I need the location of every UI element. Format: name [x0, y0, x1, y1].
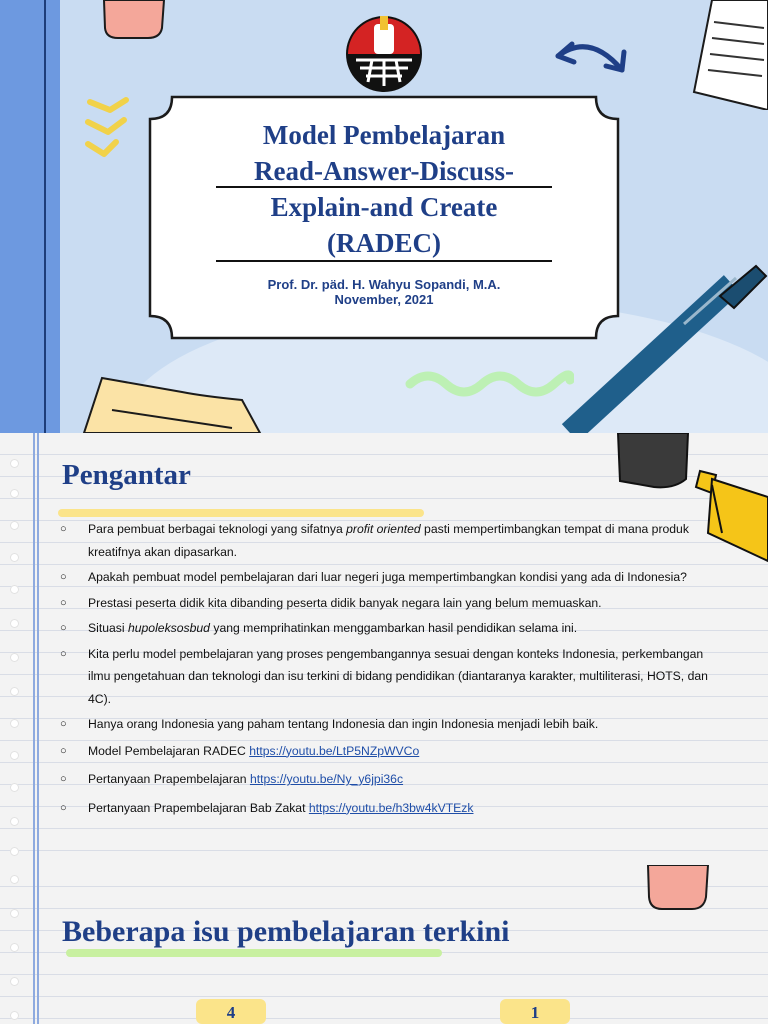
margin-line: [33, 865, 35, 1024]
binder-hole: [10, 847, 19, 856]
heading-highlight: [66, 949, 442, 957]
binder-hole: [10, 783, 19, 792]
title-divider-top: [216, 186, 552, 188]
title-card: [148, 95, 620, 340]
list-item: ○ Model Pembelajaran RADEC https://youtu.be/LtP5NZpWVCo: [60, 740, 710, 763]
video-link[interactable]: https://youtu.be/LtP5NZpWVCo: [249, 743, 420, 758]
binder-hole: [10, 521, 19, 530]
video-link[interactable]: https://youtu.be/h3bw4kVTEzk: [308, 800, 474, 815]
binder-hole: [10, 751, 19, 760]
list-item: ○ Hanya orang Indonesia yang paham tentang Indonesia dan ingin Indonesia menjadi lebih baik.: [60, 713, 710, 736]
list-item: ○ Pertanyaan Prapembelajaran https://youtu.be/Ny_y6jpi36c: [60, 768, 710, 791]
slide-heading: Beberapa isu pembelajaran terkini: [62, 915, 510, 948]
binder-hole: [10, 619, 19, 628]
isu-pembelajaran-slide: [0, 865, 768, 1024]
pen-icon: [560, 262, 768, 433]
binder-hole: [10, 943, 19, 952]
heading-highlight: [58, 509, 424, 517]
margin-line: [37, 865, 39, 1024]
title-line-4: (RADEC): [327, 228, 441, 258]
pengantar-slide: [0, 433, 768, 865]
list-item: ○ Apakah pembuat model pembelajaran dari luar negeri juga mempertimbangkan kondisi yang ada di Indonesia?: [60, 566, 710, 589]
list-item: ○ Prestasi peserta didik kita dibanding peserta didik banyak negara lain yang belum memuaskan.: [60, 592, 710, 615]
binder-hole: [10, 489, 19, 498]
title-line-2: Read-Answer-Discuss-: [254, 156, 514, 186]
title-slide: [0, 0, 768, 433]
list-item: ○ Pertanyaan Prapembelajaran Bab Zakat https://youtu.be/h3bw4kVTEzk: [60, 797, 710, 820]
notebook-binding-band: [0, 0, 60, 433]
binder-hole: [10, 875, 19, 884]
binder-hole: [10, 687, 19, 696]
curved-arrow-icon: [550, 36, 634, 86]
title-line-1: Model Pembelajaran: [262, 120, 506, 150]
margin-line: [33, 433, 35, 865]
list-item: ○ Kita perlu model pembelajaran yang proses pengembangannya sesuai dengan konteks Indonesia, perkembangan ilmu pengetahuan dan teknologi dan isu terkini di bidang pendidikan (diantaranya karakter, multiliterasi, HOTS, dan 4C).: [60, 643, 710, 711]
margin-line: [37, 433, 39, 865]
binder-hole: [10, 817, 19, 826]
university-logo-icon: [344, 14, 424, 94]
eraser-icon: [644, 865, 712, 913]
binder-hole: [10, 977, 19, 986]
author-name: Prof. Dr. päd. H. Wahyu Sopandi, M.A.: [267, 277, 501, 292]
title-divider-bottom: [216, 260, 552, 262]
slide-heading: Pengantar: [62, 459, 191, 491]
binder-hole: [10, 553, 19, 562]
binder-hole: [10, 585, 19, 594]
paper-sheet-icon: [690, 0, 768, 110]
video-link[interactable]: https://youtu.be/Ny_y6jpi36c: [249, 772, 404, 786]
chevron-doodle-icon: [82, 96, 134, 166]
issue-number-tag: 4: [226, 1003, 236, 1022]
binder-hole: [10, 719, 19, 728]
binder-hole: [10, 459, 19, 468]
issue-number-tag: 1: [530, 1003, 540, 1022]
binder-hole: [10, 909, 19, 918]
presentation-date: November, 2021: [334, 292, 434, 307]
green-squiggle-icon: [404, 366, 574, 402]
eraser-icon: [100, 0, 168, 42]
folder-icon: [82, 370, 262, 433]
list-item: ○ Para pembuat berbagai teknologi yang sifatnya profit oriented pasti mempertimbangkan tempat di mana produk kreatifnya akan dipasarkan.: [60, 518, 710, 563]
binder-hole: [10, 653, 19, 662]
binder-hole: [10, 1011, 19, 1020]
bullet-list: [60, 518, 710, 822]
list-item: ○ Situasi hupoleksosbud yang memprihatinkan menggambarkan hasil pendidikan selama ini.: [60, 617, 710, 640]
title-line-3: Explain-and Create: [270, 192, 498, 222]
